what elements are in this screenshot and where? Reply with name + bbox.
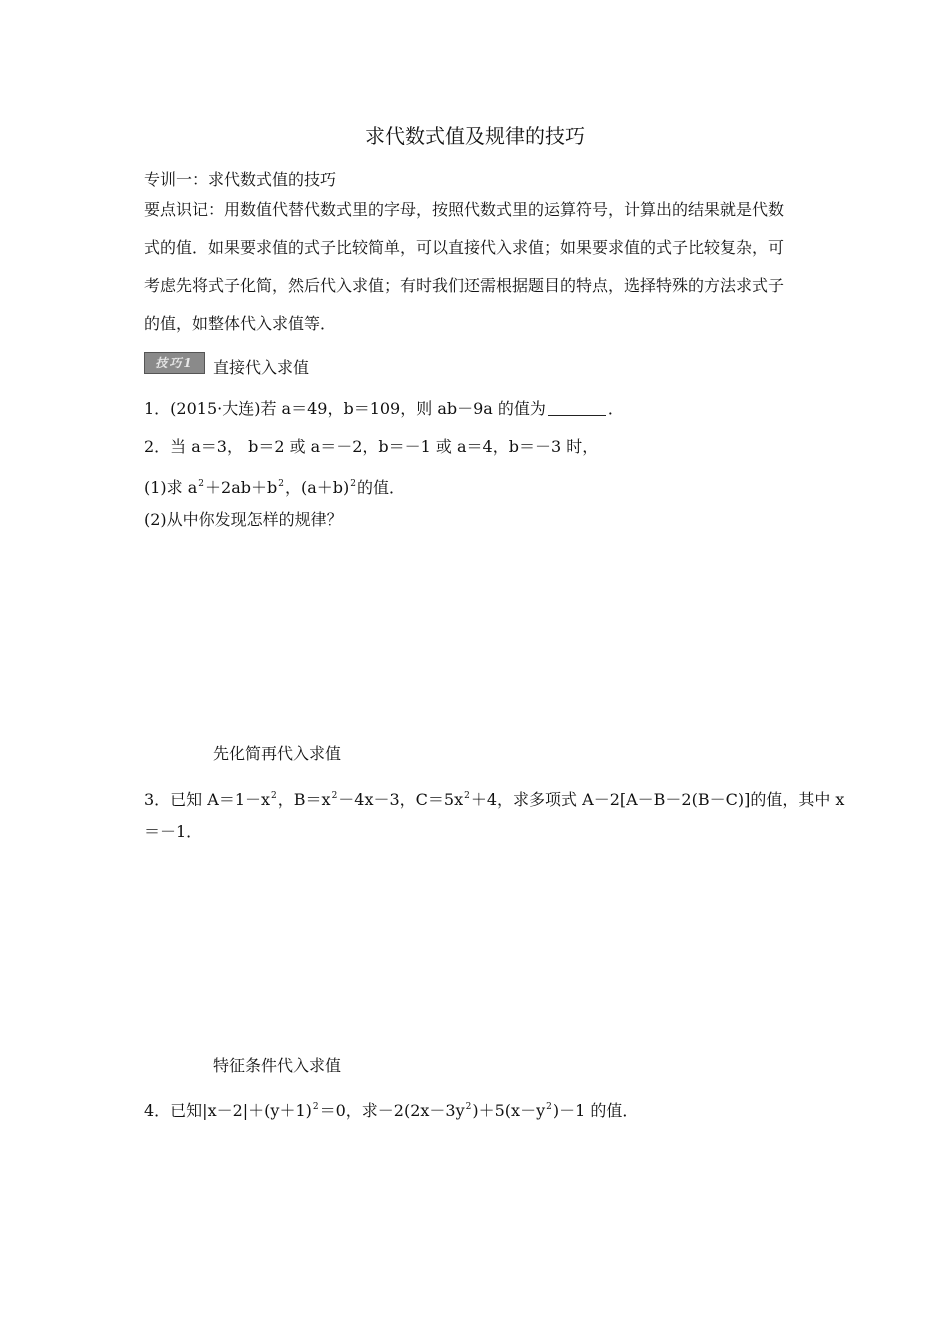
intro-line-4: 的值，如整体代入求值等．	[144, 314, 337, 333]
superscript: 2	[278, 479, 284, 489]
superscript: 2	[312, 1102, 319, 1112]
tip-heading-feature: 特征条件代入求值	[213, 1056, 342, 1075]
intro-line-3: 考虑先将式子化简，然后代入求值；有时我们还需根据题目的特点，选择特殊的方法求式子	[144, 276, 785, 295]
q3-part: ，B＝x	[277, 790, 331, 809]
question-2-part-2: (2)从中你发现怎样的规律？	[144, 510, 343, 529]
q3-part: －4x－3，C＝5x	[338, 790, 464, 809]
section-heading: 专训一：求代数式值的技巧	[144, 170, 337, 189]
question-4	[144, 1097, 638, 1121]
superscript: 2	[271, 791, 277, 801]
page-title: 求代数式值及规律的技巧	[365, 124, 585, 148]
answer-blank[interactable]	[548, 401, 606, 416]
q4-part: 4．已知|x－2|＋(y＋1)	[144, 1101, 312, 1120]
superscript: 2	[331, 791, 338, 801]
intro-line-1: 要点识记：用数值代替代数式里的字母，按照代数式里的运算符号，计算出的结果就是代数	[144, 200, 785, 219]
question-2-part-1	[144, 474, 405, 498]
q2-1-part: 的值．	[357, 478, 406, 497]
question-2: 2．当 a＝3， b＝2 或 a＝－2，b＝－1 或 a＝4，b＝－3 时，	[144, 437, 599, 456]
q3-part: 3．已知 A＝1－x	[144, 790, 271, 809]
q3-part: ＋4，求多项式 A－2[A－B－2(B－C)]的值，其中 x	[470, 790, 845, 809]
question-1	[144, 399, 624, 419]
question-3-line-2: ＝－1．	[144, 822, 203, 841]
question-1-end: ．	[607, 399, 624, 418]
q4-part: )＋5(x－y	[472, 1101, 546, 1120]
question-3	[144, 786, 844, 810]
tip-heading-direct: 直接代入求值	[213, 358, 310, 377]
q2-1-part: (1)求 a	[144, 478, 198, 497]
tip-badge: 技巧1	[144, 352, 205, 374]
q2-1-part: ，(a＋b)	[284, 478, 350, 497]
superscript: 2	[546, 1102, 552, 1112]
superscript: 2	[464, 791, 470, 801]
q4-part: ＝0，求－2(2x－3y	[319, 1101, 465, 1120]
superscript: 2	[350, 479, 356, 489]
q4-part: )－1 的值．	[552, 1101, 639, 1120]
q2-1-part: ＋2ab＋b	[205, 478, 278, 497]
tip-heading-simplify: 先化简再代入求值	[213, 744, 342, 763]
intro-line-2: 式的值．如果要求值的式子比较简单，可以直接代入求值；如果要求值的式子比较复杂，可	[144, 238, 785, 257]
superscript: 2	[465, 1102, 472, 1112]
question-1-text: 1．(2015·大连)若 a＝49，b＝109，则 ab－9a 的值为	[144, 399, 546, 418]
superscript: 2	[198, 479, 205, 489]
